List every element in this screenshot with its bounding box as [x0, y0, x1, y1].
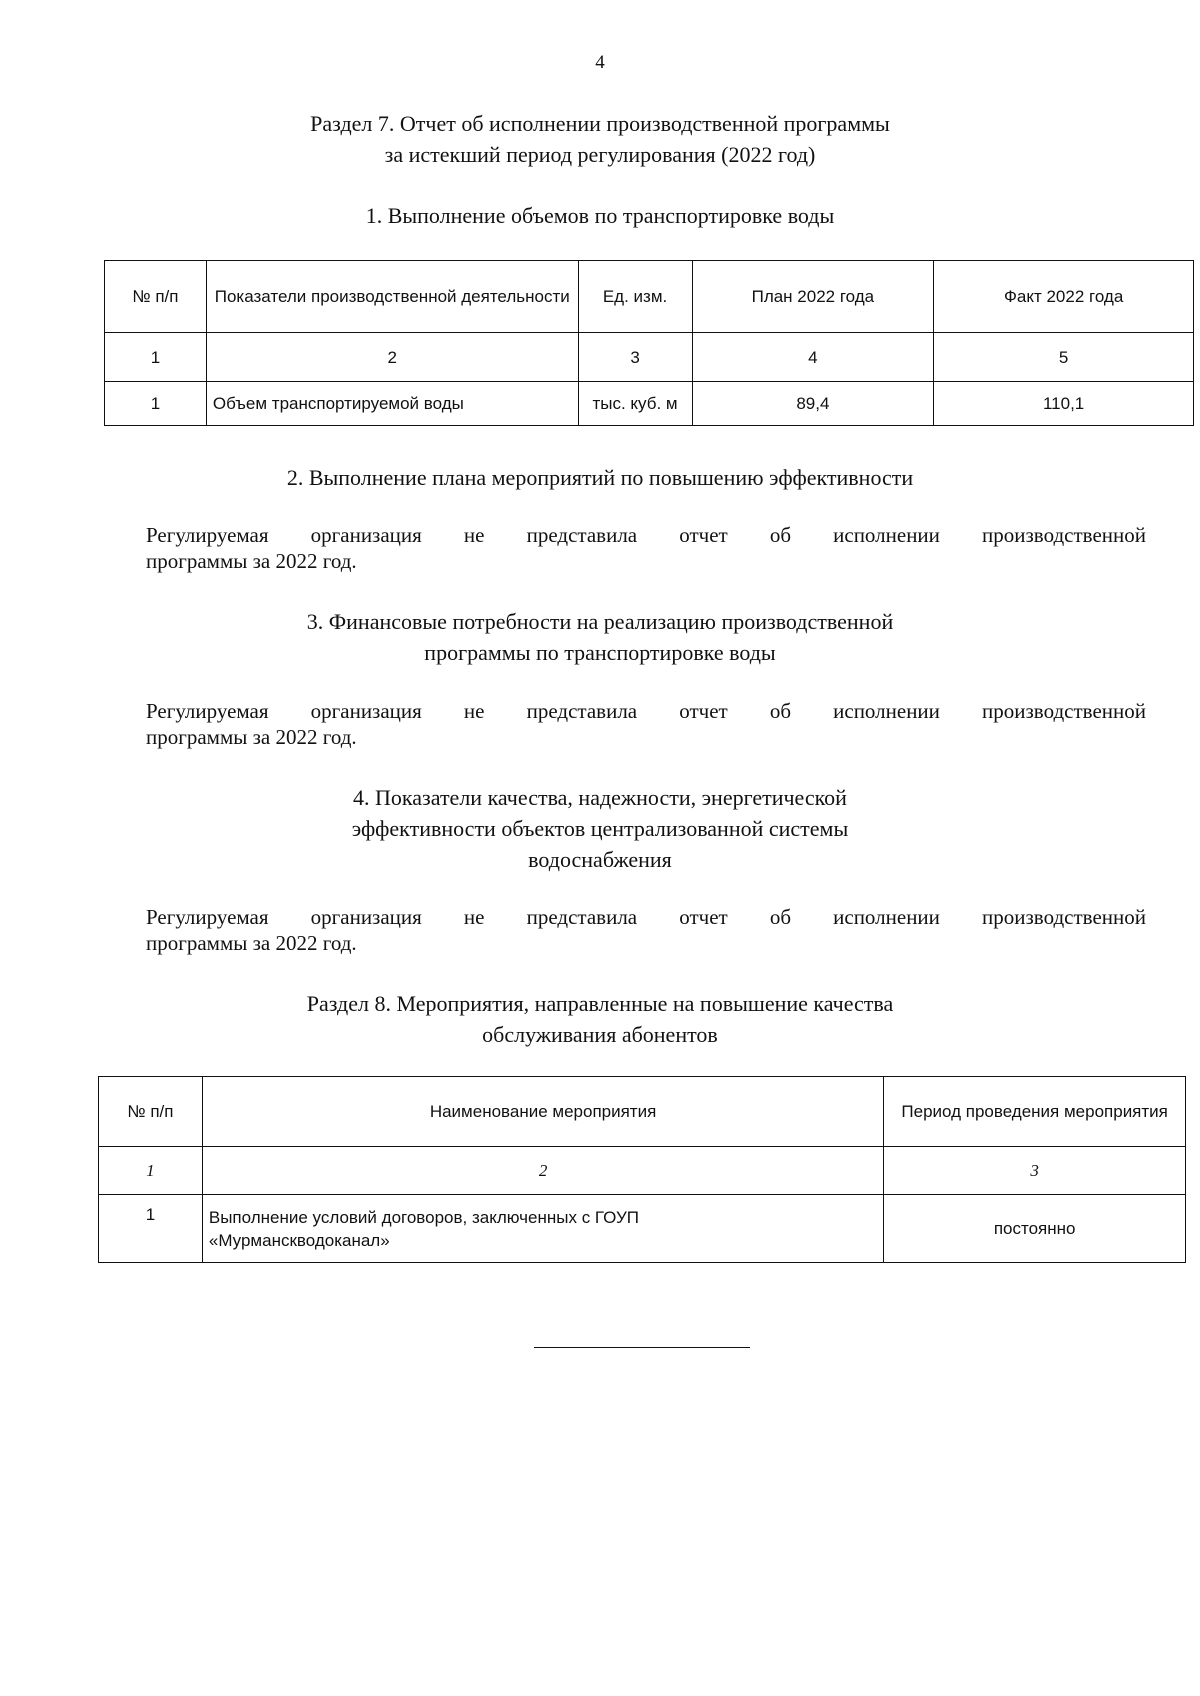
section7-title-line2: за истекший период регулирования (2022 год): [384, 142, 816, 167]
number-cell: 1: [99, 1147, 203, 1195]
section8-title-line1: Раздел 8. Мероприятия, направленные на повышение качества: [306, 991, 894, 1016]
sub3-title-line1: 3. Финансовые потребности на реализацию производственной: [306, 609, 894, 634]
measure-name: Выполнение условий договоров, заключенных с ГОУП «Мурманскводоканал»: [202, 1195, 883, 1263]
header-cell: Факт 2022 года: [934, 261, 1194, 333]
table-numbering-row: [99, 1147, 1186, 1195]
sub4-title: [0, 782, 1200, 875]
fact-value: 110,1: [934, 382, 1194, 426]
row-number: 1: [99, 1195, 203, 1263]
sub4-title-line2: эффективности объектов централизованной системы: [351, 816, 849, 841]
header-cell: № п/п: [99, 1077, 203, 1147]
sub1-title: 1. Выполнение объемов по транспортировке воды: [365, 203, 835, 228]
number-cell: 5: [934, 333, 1194, 382]
indicator-name: Объем транспортируемой воды: [206, 382, 578, 426]
number-cell: 3: [578, 333, 692, 382]
sub2-text-line2: программы за 2022 год.: [146, 549, 357, 573]
sub4-title-line3: водоснабжения: [528, 847, 672, 872]
table-header-row: [105, 261, 1194, 333]
sub3-text: [146, 698, 1146, 750]
page-number: 4: [595, 52, 605, 73]
header-cell: № п/п: [105, 261, 207, 333]
plan-value: 89,4: [692, 382, 934, 426]
header-cell: План 2022 года: [692, 261, 934, 333]
number-cell: 4: [692, 333, 934, 382]
sub4-text-line1: Регулируемая организация не представила отчет об исполнении производственной: [146, 905, 1146, 929]
sub3-title-line2: программы по транспортировке воды: [424, 640, 776, 665]
table-row: [105, 382, 1194, 426]
sub2-text: [146, 522, 1146, 574]
sub4-title-line1: 4. Показатели качества, надежности, энергетической: [353, 785, 847, 810]
number-cell: 2: [202, 1147, 883, 1195]
unit: тыс. куб. м: [578, 382, 692, 426]
sub2-title: 2. Выполнение плана мероприятий по повышению эффективности: [286, 465, 914, 490]
sub2-text-line1: Регулируемая организация не представила отчет об исполнении производственной: [146, 523, 1146, 547]
number-cell: 2: [206, 333, 578, 382]
number-cell: 3: [884, 1147, 1186, 1195]
header-cell: Ед. изм.: [578, 261, 692, 333]
header-cell: Наименование мероприятия: [202, 1077, 883, 1147]
table-production-volume: [104, 260, 1194, 426]
header-cell: Показатели производственной деятельности: [206, 261, 578, 333]
number-cell: 1: [105, 333, 207, 382]
section7-title: [0, 108, 1200, 170]
section8-title: [0, 988, 1200, 1050]
sub4-text: [146, 904, 1146, 956]
section8-title-line2: обслуживания абонентов: [482, 1022, 718, 1047]
closing-rule: [534, 1347, 750, 1348]
sub4-text-line2: программы за 2022 год.: [146, 931, 357, 955]
table-numbering-row: [105, 333, 1194, 382]
table-service-measures: [98, 1076, 1186, 1263]
sub3-text-line2: программы за 2022 год.: [146, 725, 357, 749]
sub3-text-line1: Регулируемая организация не представила отчет об исполнении производственной: [146, 699, 1146, 723]
header-cell: Период проведения мероприятия: [884, 1077, 1186, 1147]
measure-period: постоянно: [884, 1195, 1186, 1263]
table-row: [99, 1195, 1186, 1263]
row-number: 1: [105, 382, 207, 426]
section7-title-line1: Раздел 7. Отчет об исполнении производственной программы: [310, 111, 890, 136]
table-header-row: [99, 1077, 1186, 1147]
sub3-title: [0, 606, 1200, 668]
